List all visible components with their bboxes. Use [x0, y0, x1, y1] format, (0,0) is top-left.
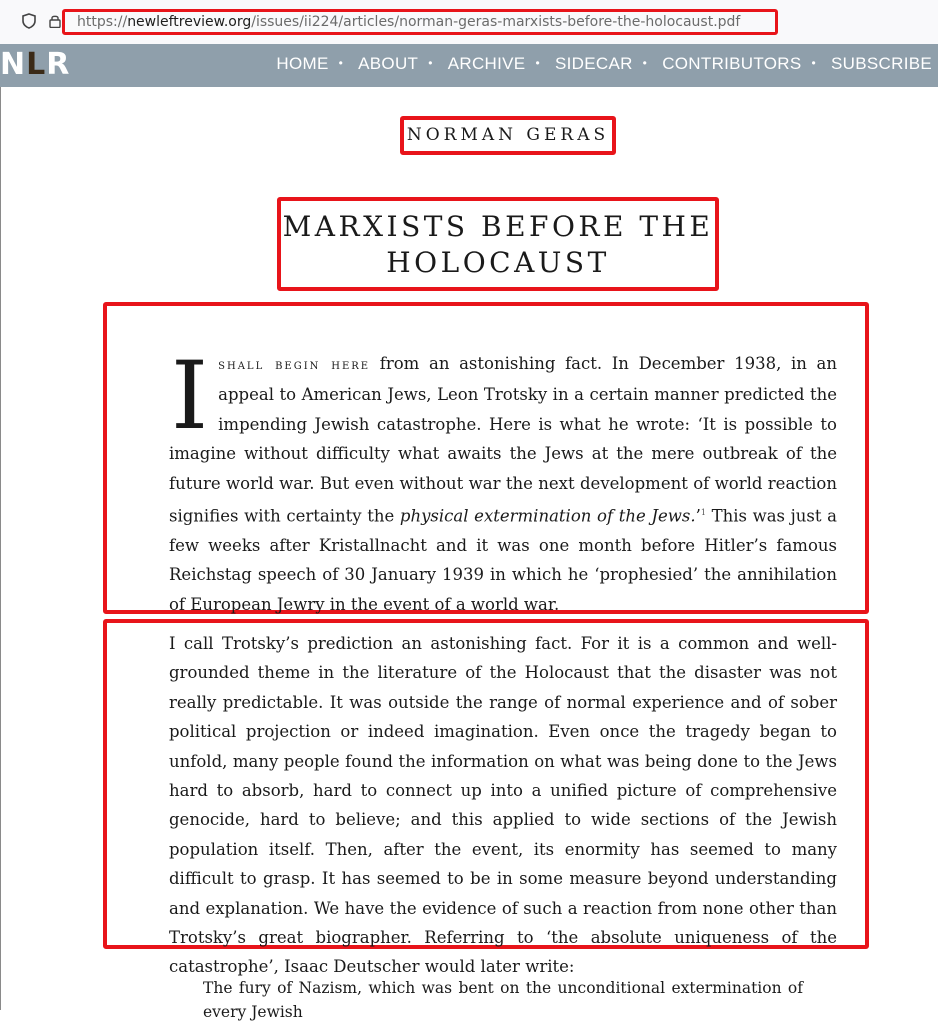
logo-letter-l: L: [26, 47, 47, 82]
nav-item-contributors[interactable]: CONTRIBUTORS: [662, 54, 802, 73]
nav-item-sidecar[interactable]: SIDECAR: [554, 54, 633, 73]
footnote-marker[interactable]: 1: [700, 508, 706, 518]
nav-item-about[interactable]: ABOUT: [358, 54, 419, 73]
drop-cap: I: [171, 342, 209, 451]
title-highlight: [277, 197, 719, 291]
nav-separator: •: [811, 56, 817, 70]
paragraph-1-italic: physical extermination of the Jews.: [399, 506, 696, 526]
nav-separator: •: [535, 56, 540, 70]
url-scheme: https://: [77, 14, 128, 30]
url-field[interactable]: [62, 9, 778, 35]
nav-menu: [276, 54, 932, 74]
author-highlight: [400, 116, 616, 155]
article-title: MARXISTS BEFORE THE HOLOCAUST: [282, 210, 714, 279]
shield-icon[interactable]: [22, 13, 36, 29]
paragraph-2: I call Trotsky’s prediction an astonishing fact. For it is a common and well-grounded theme in the literature of the Holocaust that the disaster was not really predictable. It was outside the range of normal experience and of sober political projection or indeed imagination. Even once the tragedy began to unfold, many people found the information on what was being done to the Jews hard to absorb, hard to connect up into a unified picture of comprehensive genocide, hard to believe; and this applied to wide sections of the Jewish population itself. Then, after the event, its enormity has seemed to many difficult to grasp. It has seemed to be in some measure beyond understanding and explanation. We have the evidence of such a reaction from none other than Trotsky’s great biographer. Referring to ‘the absolute uniqueness of the catastrophe’, Isaac Deutscher would later write:: [169, 634, 837, 977]
site-navigation: [0, 44, 938, 87]
nav-item-subscribe[interactable]: SUBSCRIBE: [831, 54, 932, 73]
paragraph-1-text-a: from an astonishing fact. In December 1938, in an appeal to American Jews, Leon Trotsky in a certain manner predicted the impending Jewish catastrophe. Here is what he wrote: ‘It is possible to imagine without difficulty what awaits the Jews at the mere outbreak of the future world war. But even without war the next development of world reaction signifies with certainty the: [169, 354, 837, 526]
nav-separator: •: [428, 56, 433, 70]
browser-address-bar: [0, 0, 938, 45]
paragraph-1-text-b: ’: [695, 506, 701, 526]
block-quote: The fury of Nazism, which was bent on the unconditional extermination of every Jewish: [203, 979, 803, 1021]
logo-letter-n: N: [0, 47, 27, 82]
pdf-document: [0, 87, 938, 1021]
url-path: /issues/ii224/articles/norman-geras-marxists-before-the-holocaust.pdf: [251, 14, 741, 30]
nav-separator: •: [642, 56, 648, 70]
nav-item-archive[interactable]: ARCHIVE: [447, 54, 526, 73]
logo-letter-r: R: [46, 47, 71, 82]
nav-separator: •: [338, 56, 344, 70]
paragraph-1-text-c: This was just a few weeks after Kristallnacht and it was one month before Hitler’s famous Reichstag speech of 30 January 1939 in which he ‘prophesied’ the annihilation of European Jewry in the event of a world war.: [169, 506, 837, 614]
paragraph-1: [169, 342, 837, 619]
article-author: NORMAN GERAS: [406, 125, 610, 145]
lock-icon[interactable]: [49, 14, 61, 28]
nav-item-home[interactable]: HOME: [276, 54, 329, 73]
nlr-logo[interactable]: [0, 48, 70, 82]
url-host: newleftreview.org: [127, 14, 252, 30]
paragraph-1-lead: shall begin here: [218, 357, 371, 373]
